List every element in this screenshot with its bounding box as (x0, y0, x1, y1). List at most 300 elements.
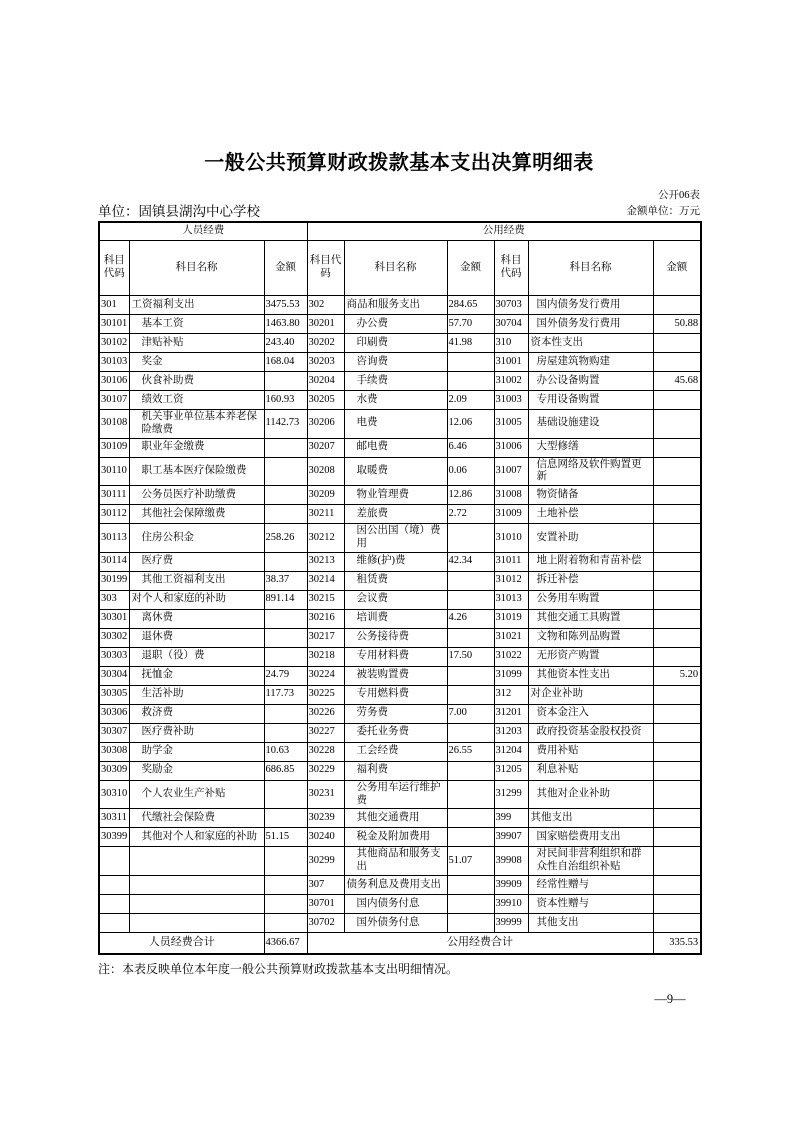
amount-cell: 24.79 (264, 666, 307, 685)
amount-cell (653, 628, 701, 647)
subject-code-cell: 30203 (307, 353, 344, 372)
subject-code-cell: 31205 (494, 761, 528, 780)
amount-cell (653, 571, 701, 590)
amount-cell: 243.40 (264, 334, 307, 353)
amount-cell (653, 761, 701, 780)
group-header-row (99, 222, 701, 241)
page-title: 一般公共预算财政拨款基本支出决算明细表 (204, 152, 594, 174)
amount-cell (447, 590, 494, 609)
subject-name-cell: 伙食补助费 (129, 372, 264, 391)
amount-cell (264, 875, 307, 894)
subject-code-cell: 30201 (307, 315, 344, 334)
subject-code-cell: 302 (307, 296, 344, 315)
subject-code-cell: 30231 (307, 780, 344, 809)
amount-cell (264, 780, 307, 809)
subject-name-cell: 救济费 (129, 704, 264, 723)
table-header (99, 222, 701, 296)
table-row (99, 761, 701, 780)
amount-cell (447, 571, 494, 590)
subject-name-cell: 机关事业单位基本养老保险缴费 (129, 410, 264, 439)
amount-cell (653, 828, 701, 847)
subject-code-cell: 31009 (494, 505, 528, 524)
subject-code-cell: 30224 (307, 666, 344, 685)
amount-cell (264, 913, 307, 932)
subject-name-cell: 住房公积金 (129, 524, 264, 553)
group-header: 人员经费 (99, 222, 307, 241)
amount-cell (447, 828, 494, 847)
subject-name-cell: 工资福利支出 (129, 296, 264, 315)
subject-code-cell: 30301 (99, 609, 129, 628)
subject-name-cell: 个人农业生产补贴 (129, 780, 264, 809)
subject-code-cell: 30214 (307, 571, 344, 590)
subject-name-cell: 专用设备购置 (528, 391, 653, 410)
subject-code-cell: 39907 (494, 828, 528, 847)
subject-code-cell: 30213 (307, 552, 344, 571)
subject-name-cell (129, 847, 264, 876)
subject-code-cell: 31022 (494, 647, 528, 666)
subject-name-cell: 资本性支出 (528, 334, 653, 353)
amount-cell: 1463.80 (264, 315, 307, 334)
subject-code-cell: 31006 (494, 438, 528, 457)
amount-cell (447, 780, 494, 809)
amount-cell (264, 894, 307, 913)
amount-cell (653, 391, 701, 410)
table-row (99, 486, 701, 505)
subject-name-cell: 被装购置费 (344, 666, 447, 685)
table-row (99, 457, 701, 486)
subject-code-cell: 31013 (494, 590, 528, 609)
table-row (99, 894, 701, 913)
subject-name-cell: 其他交通工具购置 (528, 609, 653, 628)
public-total-value: 335.53 (653, 932, 701, 954)
subject-code-cell: 30108 (99, 410, 129, 439)
subject-name-cell: 其他社会保障缴费 (129, 505, 264, 524)
budget-detail-table (98, 221, 702, 955)
amount-cell (653, 894, 701, 913)
subject-code-cell: 30206 (307, 410, 344, 439)
subject-name-cell: 公务用车购置 (528, 590, 653, 609)
subject-name-cell: 无形资产购置 (528, 647, 653, 666)
subject-code-cell: 399 (494, 809, 528, 828)
amount-cell (447, 628, 494, 647)
subject-name-cell: 拆迁补偿 (528, 571, 653, 590)
amount-cell (447, 666, 494, 685)
subject-name-cell: 国外债务付息 (344, 913, 447, 932)
subject-name-cell: 其他支出 (528, 809, 653, 828)
personnel-total-label: 人员经费合计 (99, 932, 264, 954)
table-row (99, 685, 701, 704)
amount-cell (264, 486, 307, 505)
subject-name-cell: 对企业补助 (528, 685, 653, 704)
subject-code-cell: 30305 (99, 685, 129, 704)
subject-name-cell: 地上附着物和青苗补偿 (528, 552, 653, 571)
subject-name-cell: 生活补助 (129, 685, 264, 704)
subject-name-cell: 抚恤金 (129, 666, 264, 685)
amount-cell (653, 609, 701, 628)
subject-name-cell: 工会经费 (344, 742, 447, 761)
amount-cell (447, 353, 494, 372)
subject-code-cell: 30227 (307, 723, 344, 742)
subject-name-cell: 对民间非营利组织和群众性自治组织补贴 (528, 847, 653, 876)
table-row (99, 372, 701, 391)
subject-code-cell (99, 875, 129, 894)
amount-cell (447, 875, 494, 894)
subject-code-cell: 301 (99, 296, 129, 315)
subject-code-cell: 30102 (99, 334, 129, 353)
amount-cell: 12.06 (447, 410, 494, 439)
subject-code-cell: 30209 (307, 486, 344, 505)
amount-cell: 117.73 (264, 685, 307, 704)
subject-name-cell: 劳务费 (344, 704, 447, 723)
subject-name-cell: 维修(护)费 (344, 552, 447, 571)
subject-name-cell: 信息网络及软件购置更新 (528, 457, 653, 486)
table-note: 注：本表反映单位本年度一般公共预算财政拨款基本支出明细情况。 (98, 961, 459, 976)
amount-cell (653, 704, 701, 723)
amount-cell: 3475.53 (264, 296, 307, 315)
subject-name-cell: 其他资本性支出 (528, 666, 653, 685)
amount-cell (653, 296, 701, 315)
subject-code-cell (99, 847, 129, 876)
amount-cell: 160.93 (264, 391, 307, 410)
table-row (99, 552, 701, 571)
subject-name-cell: 公务员医疗补助缴费 (129, 486, 264, 505)
subject-name-cell: 国内债务发行费用 (528, 296, 653, 315)
amount-cell (653, 875, 701, 894)
subject-code-cell: 30239 (307, 809, 344, 828)
subject-code-cell: 30240 (307, 828, 344, 847)
subject-code-cell: 30212 (307, 524, 344, 553)
amount-cell (447, 809, 494, 828)
subject-code-cell: 30216 (307, 609, 344, 628)
subject-name-cell: 其他对企业补助 (528, 780, 653, 809)
subject-code-cell: 30107 (99, 391, 129, 410)
amount-cell: 0.06 (447, 457, 494, 486)
subject-name-cell: 印刷费 (344, 334, 447, 353)
table-row (99, 353, 701, 372)
column-header: 科目名称 (344, 241, 447, 296)
subject-name-cell (129, 875, 264, 894)
column-header: 金额 (447, 241, 494, 296)
subject-name-cell: 基础设施建设 (528, 410, 653, 439)
subject-name-cell: 安置补助 (528, 524, 653, 553)
subject-code-cell: 30215 (307, 590, 344, 609)
subject-name-cell: 大型修缮 (528, 438, 653, 457)
amount-cell: 41.98 (447, 334, 494, 353)
subject-code-cell: 30303 (99, 647, 129, 666)
amount-cell (264, 704, 307, 723)
subject-name-cell: 土地补偿 (528, 505, 653, 524)
table-row (99, 809, 701, 828)
subject-name-cell: 取暖费 (344, 457, 447, 486)
amount-cell (653, 780, 701, 809)
totals-row (99, 932, 701, 954)
subject-name-cell: 国家赔偿费用支出 (528, 828, 653, 847)
amount-cell: 45.68 (653, 372, 701, 391)
subject-code-cell (99, 913, 129, 932)
subject-name-cell: 商品和服务支出 (344, 296, 447, 315)
subject-name-cell: 政府投资基金股权投资 (528, 723, 653, 742)
subject-name-cell: 利息补贴 (528, 761, 653, 780)
subject-code-cell: 310 (494, 334, 528, 353)
table-row (99, 723, 701, 742)
subject-name-cell: 经常性赠与 (528, 875, 653, 894)
table-row (99, 828, 701, 847)
subject-name-cell: 国外债务发行费用 (528, 315, 653, 334)
subject-name-cell: 奖励金 (129, 761, 264, 780)
amount-cell (264, 809, 307, 828)
column-header: 科目代码 (307, 241, 344, 296)
amount-cell (653, 334, 701, 353)
amount-cell: 1142.73 (264, 410, 307, 439)
subject-code-cell: 30103 (99, 353, 129, 372)
subject-code-cell: 39909 (494, 875, 528, 894)
subject-code-cell: 30112 (99, 505, 129, 524)
unit-label: 单位：固镇县湖沟中心学校 (98, 204, 260, 219)
subject-code-cell: 30199 (99, 571, 129, 590)
subject-code-cell: 30225 (307, 685, 344, 704)
subject-code-cell: 303 (99, 590, 129, 609)
table-row (99, 780, 701, 809)
subject-name-cell: 税金及附加费用 (344, 828, 447, 847)
subject-name-cell: 物业管理费 (344, 486, 447, 505)
table-row (99, 875, 701, 894)
subject-code-cell: 31010 (494, 524, 528, 553)
column-header: 科目名称 (129, 241, 264, 296)
amount-cell: 2.09 (447, 391, 494, 410)
table-row (99, 410, 701, 439)
subject-code-cell: 30111 (99, 486, 129, 505)
subject-name-cell: 助学金 (129, 742, 264, 761)
table-row (99, 704, 701, 723)
subject-code-cell: 30110 (99, 457, 129, 486)
amount-cell: 5.20 (653, 666, 701, 685)
subject-code-cell: 39908 (494, 847, 528, 876)
amount-cell (653, 505, 701, 524)
subject-code-cell: 31005 (494, 410, 528, 439)
amount-cell (447, 761, 494, 780)
table-row (99, 666, 701, 685)
subject-code-cell: 30311 (99, 809, 129, 828)
amount-cell: 6.46 (447, 438, 494, 457)
subject-name-cell: 其他交通费用 (344, 809, 447, 828)
subject-code-cell: 30106 (99, 372, 129, 391)
table-row (99, 391, 701, 410)
amount-cell (264, 505, 307, 524)
subject-name-cell: 国内债务付息 (344, 894, 447, 913)
amount-cell (447, 723, 494, 742)
amount-cell: 12.86 (447, 486, 494, 505)
subject-name-cell: 委托业务费 (344, 723, 447, 742)
amount-cell (653, 457, 701, 486)
subject-name-cell: 专用燃料费 (344, 685, 447, 704)
amount-cell (264, 647, 307, 666)
meta-row (98, 203, 700, 220)
subject-code-cell: 30702 (307, 913, 344, 932)
amount-cell (653, 685, 701, 704)
amount-cell: 51.15 (264, 828, 307, 847)
subject-name-cell: 其他支出 (528, 913, 653, 932)
table-row (99, 913, 701, 932)
subject-code-cell: 30101 (99, 315, 129, 334)
amount-cell (447, 372, 494, 391)
subject-code-cell: 31201 (494, 704, 528, 723)
subject-code-cell: 30218 (307, 647, 344, 666)
subject-name-cell: 基本工资 (129, 315, 264, 334)
subject-name-cell: 房屋建筑物购建 (528, 353, 653, 372)
subject-name-cell: 手续费 (344, 372, 447, 391)
subject-code-cell: 30701 (307, 894, 344, 913)
subject-code-cell: 39910 (494, 894, 528, 913)
amount-cell (653, 723, 701, 742)
subject-code-cell: 30307 (99, 723, 129, 742)
subject-code-cell: 30217 (307, 628, 344, 647)
table-row (99, 742, 701, 761)
table-row (99, 647, 701, 666)
subject-code-cell: 31011 (494, 552, 528, 571)
amount-cell (653, 410, 701, 439)
subject-code-cell: 30204 (307, 372, 344, 391)
subject-code-cell: 31203 (494, 723, 528, 742)
subject-name-cell: 其他工资福利支出 (129, 571, 264, 590)
subject-name-cell: 医疗费 (129, 552, 264, 571)
amount-cell: 891.14 (264, 590, 307, 609)
amount-cell (447, 894, 494, 913)
subject-name-cell: 因公出国（境）费用 (344, 524, 447, 553)
subject-name-cell: 医疗费补助 (129, 723, 264, 742)
subject-name-cell: 退职（役）费 (129, 647, 264, 666)
amount-cell: 10.63 (264, 742, 307, 761)
amount-cell: 168.04 (264, 353, 307, 372)
amount-cell (653, 353, 701, 372)
subject-code-cell: 30211 (307, 505, 344, 524)
subject-code-cell: 30114 (99, 552, 129, 571)
subject-name-cell: 奖金 (129, 353, 264, 372)
subject-name-cell: 邮电费 (344, 438, 447, 457)
subject-code-cell: 312 (494, 685, 528, 704)
table-row (99, 590, 701, 609)
amount-cell (447, 524, 494, 553)
subject-name-cell: 费用补贴 (528, 742, 653, 761)
amount-cell: 38.37 (264, 571, 307, 590)
doc-code-label: 公开06表 (658, 190, 700, 201)
personnel-total-value: 4366.67 (264, 932, 307, 954)
amount-cell (653, 438, 701, 457)
subject-name-cell: 津贴补贴 (129, 334, 264, 353)
subject-code-cell: 30703 (494, 296, 528, 315)
column-header: 科目代码 (99, 241, 129, 296)
amount-cell (264, 438, 307, 457)
subject-code-cell: 31003 (494, 391, 528, 410)
subject-name-cell: 绩效工资 (129, 391, 264, 410)
subject-code-cell: 31019 (494, 609, 528, 628)
table-row (99, 524, 701, 553)
column-header: 金额 (653, 241, 701, 296)
subject-code-cell: 31021 (494, 628, 528, 647)
subject-code-cell: 30306 (99, 704, 129, 723)
subject-code-cell: 30229 (307, 761, 344, 780)
subject-name-cell (129, 894, 264, 913)
amount-cell: 7.00 (447, 704, 494, 723)
subject-code-cell: 30202 (307, 334, 344, 353)
subject-name-cell: 公务用车运行维护费 (344, 780, 447, 809)
table-row (99, 315, 701, 334)
subject-code-cell: 31008 (494, 486, 528, 505)
amount-cell (447, 913, 494, 932)
subject-name-cell: 职工基本医疗保险缴费 (129, 457, 264, 486)
table-row (99, 505, 701, 524)
amount-cell (264, 609, 307, 628)
amount-cell (653, 913, 701, 932)
subject-name-cell: 其他对个人和家庭的补助 (129, 828, 264, 847)
table-row (99, 571, 701, 590)
amount-cell (653, 486, 701, 505)
subject-name-cell: 资本金注入 (528, 704, 653, 723)
subject-name-cell: 职业年金缴费 (129, 438, 264, 457)
amount-cell: 284.65 (447, 296, 494, 315)
subject-name-cell: 资本性赠与 (528, 894, 653, 913)
amount-cell (264, 552, 307, 571)
subject-name-cell: 退休费 (129, 628, 264, 647)
amount-cell (264, 372, 307, 391)
subject-code-cell (99, 894, 129, 913)
subject-name-cell: 福利费 (344, 761, 447, 780)
table-row (99, 609, 701, 628)
amount-cell (264, 457, 307, 486)
subject-code-cell: 31001 (494, 353, 528, 372)
table-row (99, 628, 701, 647)
subject-code-cell: 31204 (494, 742, 528, 761)
subject-name-cell: 专用材料费 (344, 647, 447, 666)
subject-name-cell: 物资储备 (528, 486, 653, 505)
subject-name-cell: 差旅费 (344, 505, 447, 524)
subject-code-cell: 30310 (99, 780, 129, 809)
subject-code-cell: 39999 (494, 913, 528, 932)
amount-cell: 258.26 (264, 524, 307, 553)
subject-code-cell: 30207 (307, 438, 344, 457)
subject-name-cell: 对个人和家庭的补助 (129, 590, 264, 609)
amount-cell: 57.70 (447, 315, 494, 334)
amount-cell: 4.26 (447, 609, 494, 628)
subject-code-cell: 30399 (99, 828, 129, 847)
subject-code-cell: 30704 (494, 315, 528, 334)
table-row (99, 296, 701, 315)
subject-name-cell: 代缴社会保险费 (129, 809, 264, 828)
subject-code-cell: 30308 (99, 742, 129, 761)
subject-code-cell: 30208 (307, 457, 344, 486)
public-total-label: 公用经费合计 (307, 932, 653, 954)
table-row (99, 847, 701, 876)
subject-name-cell: 文物和陈列品购置 (528, 628, 653, 647)
subject-code-cell: 31299 (494, 780, 528, 809)
amount-cell (653, 552, 701, 571)
amount-cell (653, 647, 701, 666)
subject-code-cell: 31002 (494, 372, 528, 391)
subject-name-cell: 办公费 (344, 315, 447, 334)
subject-code-cell: 31007 (494, 457, 528, 486)
amount-cell: 42.34 (447, 552, 494, 571)
group-header: 公用经费 (307, 222, 701, 241)
column-header: 金额 (264, 241, 307, 296)
subject-code-cell: 30302 (99, 628, 129, 647)
subject-name-cell: 公务接待费 (344, 628, 447, 647)
subject-code-cell: 30299 (307, 847, 344, 876)
amount-cell (653, 847, 701, 876)
subject-name-cell: 办公设备购置 (528, 372, 653, 391)
subject-code-cell: 31012 (494, 571, 528, 590)
subject-code-cell: 30113 (99, 524, 129, 553)
amount-cell: 2.72 (447, 505, 494, 524)
subject-code-cell: 307 (307, 875, 344, 894)
